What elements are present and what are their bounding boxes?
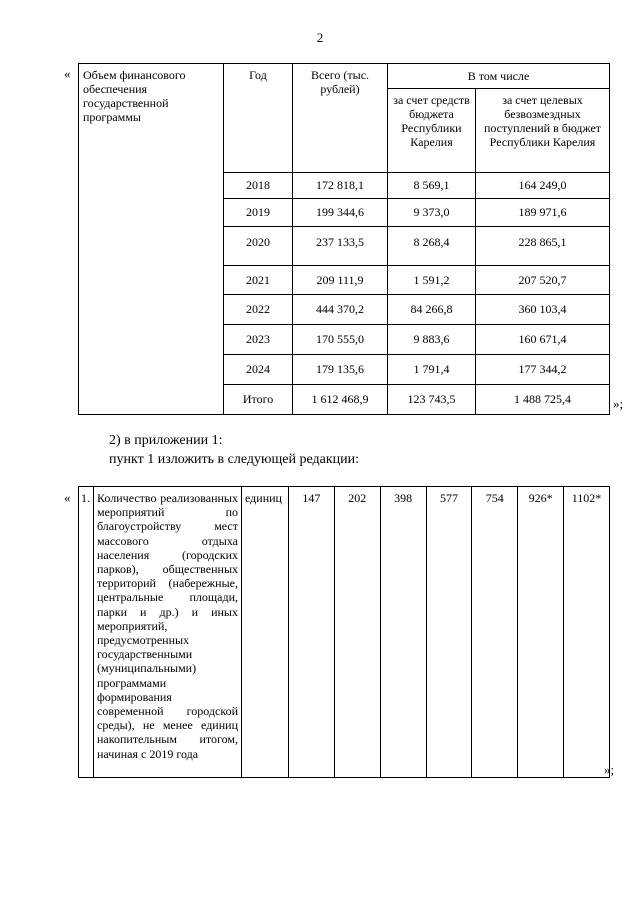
total-cell: 444 370,2 [293, 295, 388, 325]
target-cell: 160 671,4 [476, 325, 610, 355]
closing-quote: »; [613, 396, 624, 411]
value-cell: 398 [380, 487, 426, 778]
target-cell: 164 249,0 [476, 173, 610, 199]
year-cell: Итого [224, 385, 293, 415]
header-including: В том числе [388, 64, 610, 89]
budget-cell: 123 743,5 [388, 385, 476, 415]
paragraph-appendix: 2) в приложении 1: [109, 433, 223, 448]
target-cell: 189 971,6 [476, 199, 610, 227]
value-cell: 926* [518, 487, 564, 778]
header-budget: за счет средств бюджета Республики Карелия [388, 89, 476, 173]
unit-cell: единиц [242, 487, 289, 778]
header-year: Год [224, 64, 293, 173]
opening-quote: « [64, 66, 71, 81]
total-cell: 170 555,0 [293, 325, 388, 355]
target-cell: 207 520,7 [476, 266, 610, 295]
year-cell: 2024 [224, 355, 293, 385]
year-cell: 2020 [224, 227, 293, 266]
budget-cell: 84 266,8 [388, 295, 476, 325]
total-cell: 237 133,5 [293, 227, 388, 266]
budget-cell: 8 268,4 [388, 227, 476, 266]
value-cell: 577 [426, 487, 472, 778]
year-cell: 2019 [224, 199, 293, 227]
value-cell: 147 [289, 487, 335, 778]
total-cell: 199 344,6 [293, 199, 388, 227]
budget-cell: 1 591,2 [388, 266, 476, 295]
item-number: 1. [79, 487, 94, 778]
total-cell: 179 135,6 [293, 355, 388, 385]
indicator-table [78, 486, 610, 778]
total-cell: 209 111,9 [293, 266, 388, 295]
budget-cell: 8 569,1 [388, 173, 476, 199]
year-cell: 2021 [224, 266, 293, 295]
target-cell: 360 103,4 [476, 295, 610, 325]
header-target: за счет целевых безвозмездных поступлений в бюджет Республики Карелия [476, 89, 610, 173]
year-cell: 2018 [224, 173, 293, 199]
target-cell: 177 344,2 [476, 355, 610, 385]
budget-cell: 1 791,4 [388, 355, 476, 385]
financing-table [78, 63, 610, 415]
value-cell: 754 [472, 487, 518, 778]
opening-quote: « [64, 490, 71, 505]
target-cell: 1 488 725,4 [476, 385, 610, 415]
total-cell: 1 612 468,9 [293, 385, 388, 415]
target-cell: 228 865,1 [476, 227, 610, 266]
table-row [79, 487, 610, 778]
header-total: Всего (тыс. рублей) [293, 64, 388, 173]
indicator-description: Количество реализованных мероприятий по благоустройству мест массового отдыха населения (городских парков), общественных территорий (набережные, центральные площади, парки и др.) и иных мероприятий, предусмотренных государственными (муниципальными) программами формирования современной городской среды), не менее единиц накопительным итогом, начиная с 2019 года [94, 487, 242, 778]
budget-cell: 9 883,6 [388, 325, 476, 355]
value-cell: 202 [334, 487, 380, 778]
budget-cell: 9 373,0 [388, 199, 476, 227]
year-cell: 2023 [224, 325, 293, 355]
closing-quote: »; [604, 762, 615, 777]
paragraph-instruction: пункт 1 изложить в следующей редакции: [109, 452, 359, 467]
value-cell: 1102* [564, 487, 610, 778]
year-cell: 2022 [224, 295, 293, 325]
total-cell: 172 818,1 [293, 173, 388, 199]
financing-label: Объем финансового обеспечения государственной программы [79, 64, 224, 415]
page-number: 2 [316, 30, 324, 45]
